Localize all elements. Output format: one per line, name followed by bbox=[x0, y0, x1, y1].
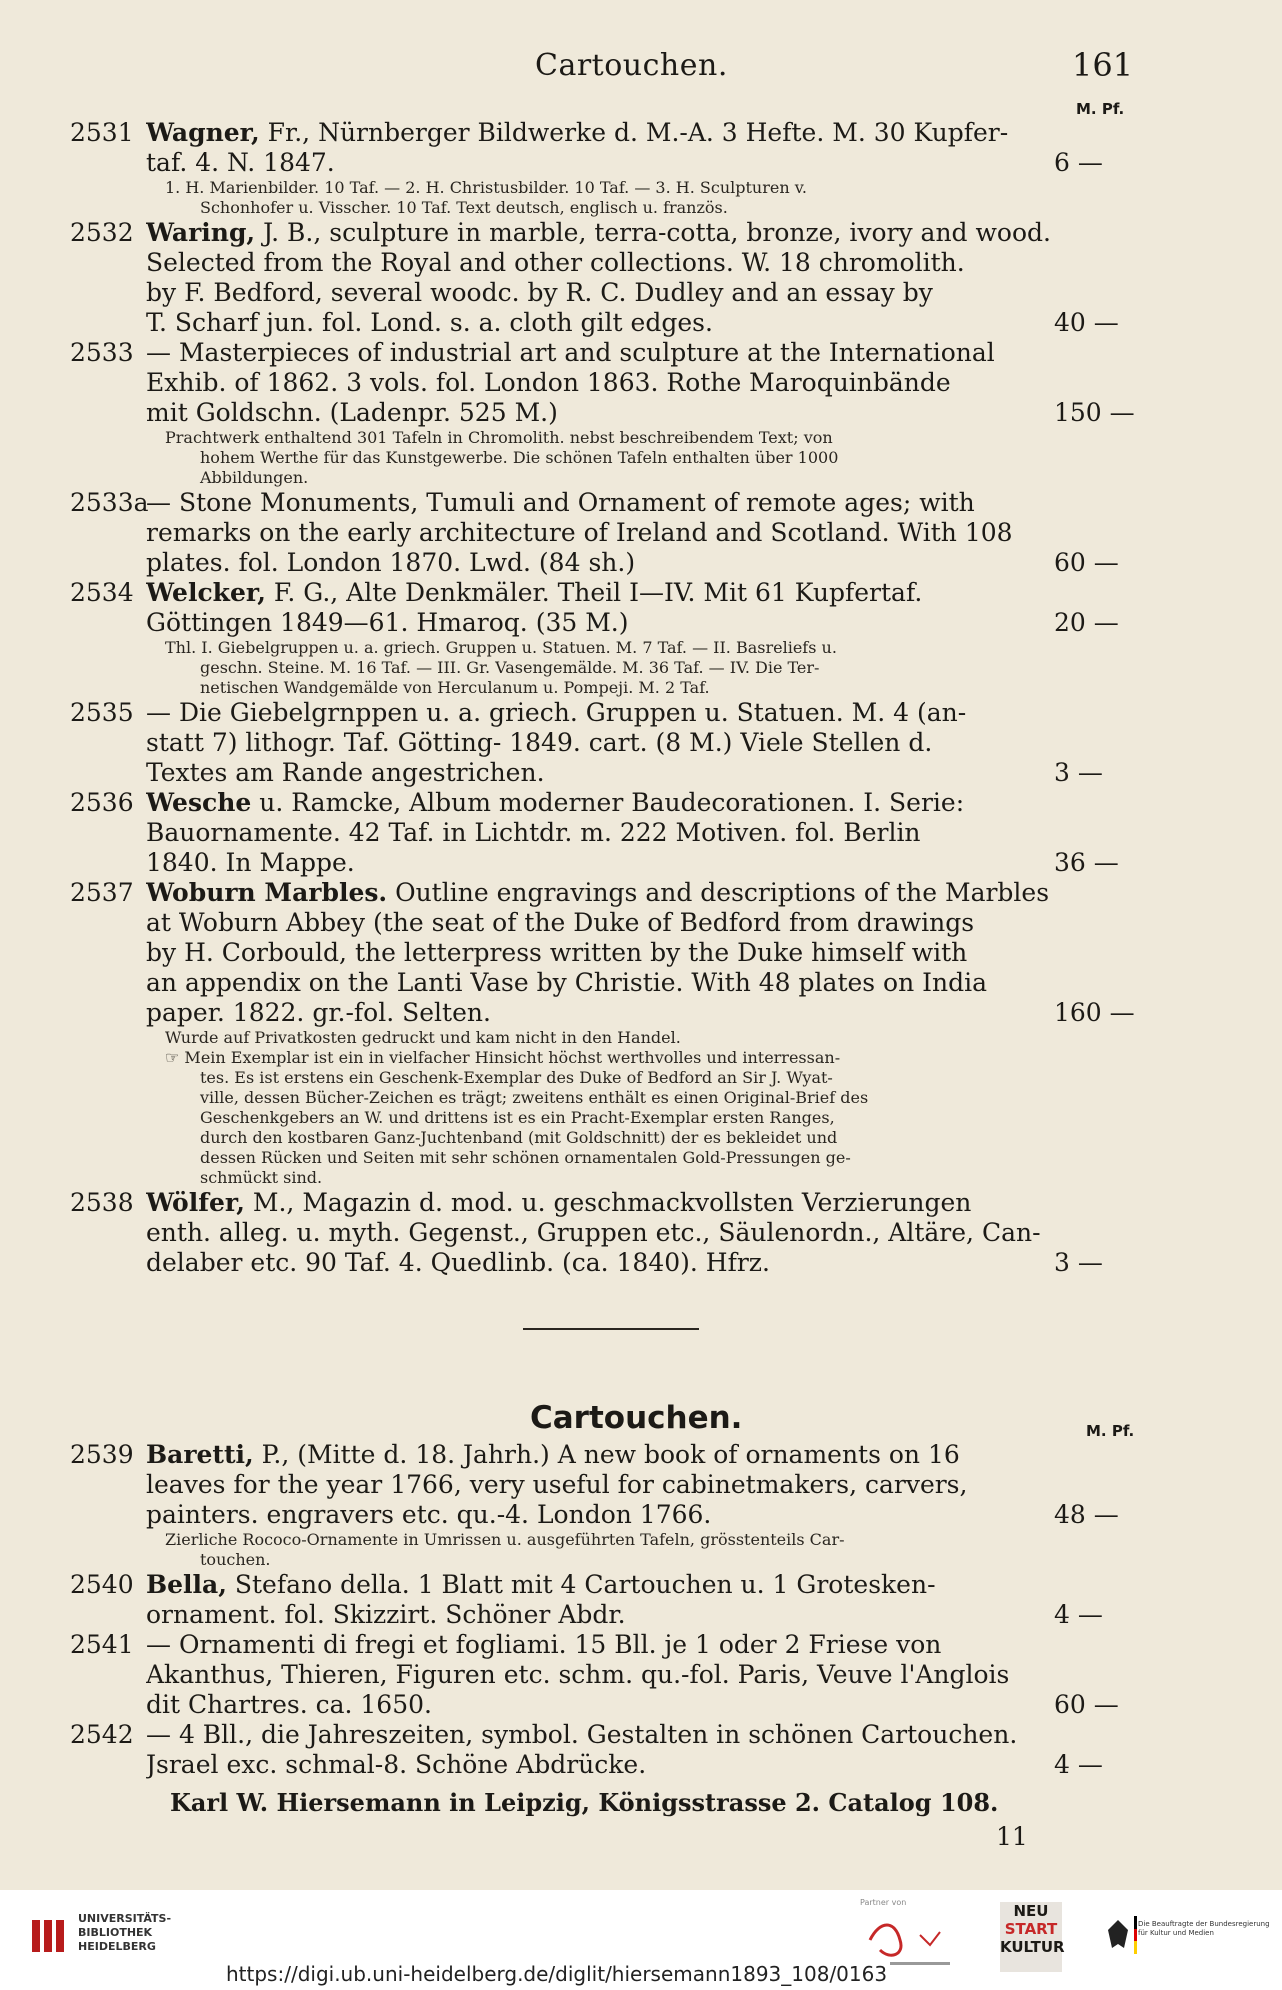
entries-list-1 bbox=[70, 118, 1150, 1278]
entry-description: delaber etc. 90 Taf. 4. Quedlinb. (ca. 1840). Hfrz. bbox=[146, 1248, 770, 1277]
entry-line bbox=[70, 368, 1150, 398]
entry-price: 4 — bbox=[1054, 1600, 1103, 1629]
section-divider bbox=[523, 1328, 699, 1330]
entry-line bbox=[70, 1188, 1150, 1218]
entry-description: plates. fol. London 1870. Lwd. (84 sh.) bbox=[146, 548, 636, 577]
entry-text bbox=[146, 1720, 1066, 1750]
catalog-entry bbox=[70, 788, 1150, 878]
entry-line bbox=[70, 908, 1150, 938]
entry-text bbox=[146, 218, 1066, 248]
entry-description: P., (Mitte d. 18. Jahrh.) A new book of ornaments on 16 bbox=[253, 1440, 960, 1469]
entry-description: paper. 1822. gr.-fol. Selten. bbox=[146, 998, 491, 1027]
entry-line bbox=[70, 1570, 1150, 1600]
catalog-entry bbox=[70, 338, 1150, 488]
entry-line bbox=[70, 578, 1150, 608]
entry-text bbox=[146, 1248, 1066, 1278]
entry-text bbox=[146, 728, 1066, 758]
entry-text bbox=[146, 998, 1066, 1028]
entry-number: 2536 bbox=[70, 788, 134, 817]
entry-description: painters. engravers etc. qu.-4. London 1766. bbox=[146, 1500, 712, 1529]
entries-list-2 bbox=[70, 1440, 1150, 1780]
entry-line bbox=[70, 488, 1150, 518]
entry-description: mit Goldschn. (Ladenpr. 525 M.) bbox=[146, 398, 558, 427]
neustart-kultur-logo bbox=[1000, 1902, 1065, 1972]
entry-text bbox=[146, 398, 1066, 428]
entry-note: Prachtwerk enthaltend 301 Tafeln in Chromolith. nebst beschreibendem Text; von bbox=[165, 428, 833, 447]
federal-eagle-icon bbox=[1104, 1916, 1132, 1954]
entry-note: touchen. bbox=[200, 1550, 271, 1569]
catalog-entry bbox=[70, 578, 1150, 698]
entry-line bbox=[70, 1470, 1150, 1500]
entry-description: ornament. fol. Skizzirt. Schöner Abdr. bbox=[146, 1600, 626, 1629]
entry-line bbox=[70, 548, 1150, 578]
entry-line bbox=[70, 1600, 1150, 1630]
entry-text bbox=[146, 1218, 1066, 1248]
entry-line bbox=[70, 848, 1150, 878]
entry-note: Abbildungen. bbox=[200, 468, 309, 487]
entry-line bbox=[70, 758, 1150, 788]
entry-text bbox=[146, 1690, 1066, 1720]
entry-description: at Woburn Abbey (the seat of the Duke of Bedford from drawings bbox=[146, 908, 975, 937]
entry-note-remark: tes. Es ist erstens ein Geschenk-Exemplar des Duke of Bedford an Sir J. Wyat- bbox=[200, 1068, 833, 1087]
entry-description: T. Scharf jun. fol. Lond. s. a. cloth gilt edges. bbox=[146, 308, 713, 337]
entry-text bbox=[146, 1660, 1066, 1690]
entry-note-remark: durch den kostbaren Ganz-Juchtenband (mit Goldschnitt) der es bekleidet und bbox=[200, 1128, 838, 1147]
entry-note: hohem Werthe für das Kunstgewerbe. Die schönen Tafeln enthalten über 1000 bbox=[200, 448, 839, 467]
page-number: 161 bbox=[1072, 46, 1134, 84]
entry-line bbox=[70, 148, 1150, 178]
entry-line bbox=[70, 698, 1150, 728]
section-heading: Cartouchen. bbox=[530, 1400, 743, 1436]
entry-line bbox=[70, 338, 1150, 368]
entry-description: — Die Giebelgrnppen u. a. griech. Gruppen u. Statuen. M. 4 (an- bbox=[146, 698, 967, 727]
entry-line bbox=[70, 938, 1150, 968]
entry-text bbox=[146, 308, 1066, 338]
entry-number: 2538 bbox=[70, 1188, 134, 1217]
entry-description: by H. Corbould, the letterpress written by the Duke himself with bbox=[146, 938, 968, 967]
catalog-entry bbox=[70, 218, 1150, 338]
entry-text bbox=[146, 878, 1066, 908]
entry-line bbox=[70, 608, 1150, 638]
entry-text bbox=[146, 788, 1066, 818]
entry-description: an appendix on the Lanti Vase by Christie. With 48 plates on India bbox=[146, 968, 988, 997]
entry-number: 2537 bbox=[70, 878, 134, 907]
entry-description: Textes am Rande angestrichen. bbox=[146, 758, 545, 787]
catalog-entry bbox=[70, 1570, 1150, 1630]
entry-note: Zierliche Rococo-Ornamente in Umrissen u. ausgeführten Tafeln, grösstenteils Car- bbox=[165, 1530, 845, 1549]
entry-description: Stefano della. 1 Blatt mit 4 Cartouchen u. 1 Grotesken- bbox=[226, 1570, 936, 1599]
entry-description: — 4 Bll., die Jahreszeiten, symbol. Gestalten in schönen Cartouchen. bbox=[146, 1720, 1018, 1749]
entry-description: Jsrael exc. schmal-8. Schöne Abdrücke. bbox=[146, 1750, 647, 1779]
sheet-number: 11 bbox=[996, 1822, 1028, 1851]
entry-line bbox=[70, 878, 1150, 908]
entry-line bbox=[70, 1440, 1150, 1470]
entry-price: 6 — bbox=[1054, 148, 1103, 177]
entry-number: 2533 bbox=[70, 338, 134, 367]
entry-price: 4 — bbox=[1054, 1750, 1103, 1779]
entry-price: 3 — bbox=[1054, 1248, 1103, 1277]
entry-line bbox=[70, 278, 1150, 308]
entry-text bbox=[146, 1600, 1066, 1630]
entry-number: 2540 bbox=[70, 1570, 134, 1599]
entry-author: Waring, bbox=[146, 218, 256, 247]
entry-line bbox=[70, 248, 1150, 278]
entry-text bbox=[146, 1570, 1066, 1600]
entry-line bbox=[70, 218, 1150, 248]
publisher-line: Karl W. Hiersemann in Leipzig, Königsstrasse 2. Catalog 108. bbox=[170, 1788, 999, 1817]
entry-author: Wagner, bbox=[146, 118, 260, 147]
entry-number: 2531 bbox=[70, 118, 134, 147]
entry-text bbox=[146, 278, 1066, 308]
page-url[interactable]: https://digi.ub.uni-heidelberg.de/diglit/hiersemann1893_108/0163 bbox=[226, 1962, 888, 1986]
neustart-line-1: NEU bbox=[1013, 1902, 1049, 1920]
entry-description: u. Ramcke, Album moderner Baudecorationen. I. Serie: bbox=[251, 788, 965, 817]
entry-text bbox=[146, 368, 1066, 398]
entry-note-remark: ☞ Mein Exemplar ist ein in vielfacher Hinsicht höchst werthvolles und interressan- bbox=[165, 1048, 841, 1067]
entry-number: 2539 bbox=[70, 1440, 134, 1469]
entry-description: J. B., sculpture in marble, terra-cotta, bronze, ivory and wood. bbox=[255, 218, 1051, 247]
catalog-entry bbox=[70, 488, 1150, 578]
entry-text bbox=[146, 118, 1066, 148]
running-head bbox=[0, 48, 1282, 88]
currency-column-label-2: M. Pf. bbox=[1086, 1422, 1135, 1440]
entry-text bbox=[146, 758, 1066, 788]
entry-description: — Masterpieces of industrial art and sculpture at the International bbox=[146, 338, 995, 367]
partner-label: Partner von bbox=[860, 1898, 907, 1907]
entry-note-remark: Geschenkgebers an W. und drittens ist es ein Pracht-Exemplar ersten Ranges, bbox=[200, 1108, 835, 1127]
entry-description: 1840. In Mappe. bbox=[146, 848, 355, 877]
entry-author: Woburn Marbles. bbox=[146, 878, 388, 907]
entry-text bbox=[146, 1470, 1066, 1500]
entry-text bbox=[146, 578, 1066, 608]
entry-price: 36 — bbox=[1054, 848, 1119, 877]
entry-text bbox=[146, 488, 1066, 518]
entry-number: 2532 bbox=[70, 218, 134, 247]
entry-number: 2535 bbox=[70, 698, 134, 727]
entry-line bbox=[70, 1500, 1150, 1530]
entry-description: Bauornamente. 42 Taf. in Lichtdr. m. 222 Motiven. fol. Berlin bbox=[146, 818, 921, 847]
viewer-footer bbox=[0, 1890, 1282, 1990]
entry-author: Baretti, bbox=[146, 1440, 254, 1469]
entry-line bbox=[70, 818, 1150, 848]
entry-line bbox=[70, 1720, 1150, 1750]
government-label: Die Beauftragte der Bundesregierung für Kultur und Medien bbox=[1138, 1920, 1270, 1937]
entry-line bbox=[70, 118, 1150, 148]
entry-line bbox=[70, 1248, 1150, 1278]
entry-text bbox=[146, 1500, 1066, 1530]
entry-number: 2541 bbox=[70, 1630, 134, 1659]
catalog-entry bbox=[70, 1630, 1150, 1720]
entry-text bbox=[146, 848, 1066, 878]
entry-price: 3 — bbox=[1054, 758, 1103, 787]
entry-price: 40 — bbox=[1054, 308, 1119, 337]
entry-line bbox=[70, 1660, 1150, 1690]
entry-text bbox=[146, 818, 1066, 848]
entry-line bbox=[70, 1750, 1150, 1780]
entry-description: statt 7) lithogr. Taf. Götting- 1849. cart. (8 M.) Viele Stellen d. bbox=[146, 728, 933, 757]
entry-text bbox=[146, 938, 1066, 968]
entry-text bbox=[146, 1188, 1066, 1218]
entry-text bbox=[146, 1750, 1066, 1780]
entry-number: 2542 bbox=[70, 1720, 134, 1749]
entry-line bbox=[70, 308, 1150, 338]
entry-text bbox=[146, 698, 1066, 728]
entry-line bbox=[70, 398, 1150, 428]
entry-text bbox=[146, 968, 1066, 998]
entry-description: by F. Bedford, several woodc. by R. C. Dudley and an essay by bbox=[146, 278, 933, 307]
catalog-entry bbox=[70, 878, 1150, 1188]
entry-author: Wölfer, bbox=[146, 1188, 245, 1217]
entry-price: 150 — bbox=[1054, 398, 1135, 427]
entry-line bbox=[70, 1690, 1150, 1720]
flag-stripe-icon bbox=[1134, 1916, 1137, 1954]
entry-author: Welcker, bbox=[146, 578, 266, 607]
entry-text bbox=[146, 1630, 1066, 1660]
entry-note: Wurde auf Privatkosten gedruckt und kam nicht in den Handel. bbox=[165, 1028, 681, 1047]
entry-note-remark: dessen Rücken und Seiten mit sehr schönen ornamentalen Gold-Pressungen ge- bbox=[200, 1148, 851, 1167]
partner-logo-icon bbox=[860, 1910, 980, 1970]
entry-price: 60 — bbox=[1054, 1690, 1119, 1719]
catalog-entry bbox=[70, 1188, 1150, 1278]
library-name: UNIVERSITÄTS- BIBLIOTHEK HEIDELBERG bbox=[78, 1912, 172, 1953]
entry-text bbox=[146, 248, 1066, 278]
entry-note-remark: ville, dessen Bücher-Zeichen es trägt; zweitens enthält es einen Original-Brief des bbox=[200, 1088, 869, 1107]
entry-price: 160 — bbox=[1054, 998, 1135, 1027]
entry-author: Bella, bbox=[146, 1570, 227, 1599]
page-title: Cartouchen. bbox=[535, 48, 728, 83]
entry-description: remarks on the early architecture of Ireland and Scotland. With 108 bbox=[146, 518, 1013, 547]
entry-description: Selected from the Royal and other collections. W. 18 chromolith. bbox=[146, 248, 965, 277]
entry-note: geschn. Steine. M. 16 Taf. — III. Gr. Vasengemälde. M. 36 Taf. — IV. Die Ter- bbox=[200, 658, 820, 677]
catalog-entry bbox=[70, 1720, 1150, 1780]
entry-number: 2534 bbox=[70, 578, 134, 607]
catalog-entry bbox=[70, 1440, 1150, 1570]
entry-description: F. G., Alte Denkmäler. Theil I—IV. Mit 61 Kupfertaf. bbox=[265, 578, 923, 607]
currency-column-label: M. Pf. bbox=[1076, 100, 1125, 118]
entry-description: leaves for the year 1766, very useful for cabinetmakers, carvers, bbox=[146, 1470, 968, 1499]
entry-line bbox=[70, 1630, 1150, 1660]
entry-description: Göttingen 1849—61. Hmaroq. (35 M.) bbox=[146, 608, 629, 637]
entry-text bbox=[146, 548, 1066, 578]
entry-line bbox=[70, 728, 1150, 758]
entry-note: Thl. I. Giebelgruppen u. a. griech. Gruppen u. Statuen. M. 7 Taf. — II. Basreliefs u. bbox=[165, 638, 837, 657]
entry-text bbox=[146, 1440, 1066, 1470]
entry-note: Schonhofer u. Visscher. 10 Taf. Text deutsch, englisch u. französ. bbox=[200, 198, 728, 217]
entry-author: Wesche bbox=[146, 788, 252, 817]
entry-description: Exhib. of 1862. 3 vols. fol. London 1863. Rothe Maroquinbände bbox=[146, 368, 951, 397]
university-library-logo-icon bbox=[30, 1916, 70, 1956]
entry-description: — Ornamenti di fregi et fogliami. 15 Bll. je 1 oder 2 Friese von bbox=[146, 1630, 942, 1659]
entry-price: 20 — bbox=[1054, 608, 1119, 637]
entry-price: 48 — bbox=[1054, 1500, 1119, 1529]
neustart-line-2: START bbox=[1004, 1920, 1058, 1938]
entry-line bbox=[70, 1218, 1150, 1248]
entry-price: 60 — bbox=[1054, 548, 1119, 577]
entry-note: 1. H. Marienbilder. 10 Taf. — 2. H. Christusbilder. 10 Taf. — 3. H. Sculpturen v. bbox=[165, 178, 807, 197]
entry-note-remark: schmückt sind. bbox=[200, 1168, 323, 1187]
entry-description: — Stone Monuments, Tumuli and Ornament of remote ages; with bbox=[146, 488, 975, 517]
entry-description: enth. alleg. u. myth. Gegenst., Gruppen etc., Säulenordn., Altäre, Can- bbox=[146, 1218, 1041, 1247]
entry-description: Akanthus, Thieren, Figuren etc. schm. qu.-fol. Paris, Veuve l'Anglois bbox=[146, 1660, 1010, 1689]
entry-description: Fr., Nürnberger Bildwerke d. M.-A. 3 Hefte. M. 30 Kupfer- bbox=[259, 118, 1009, 147]
entry-description: dit Chartres. ca. 1650. bbox=[146, 1690, 432, 1719]
entry-line bbox=[70, 788, 1150, 818]
entry-line bbox=[70, 968, 1150, 998]
entry-description: M., Magazin d. mod. u. geschmackvollsten Verzierungen bbox=[244, 1188, 972, 1217]
entry-description: Outline engravings and descriptions of the Marbles bbox=[387, 878, 1050, 907]
entry-line bbox=[70, 518, 1150, 548]
catalog-entry bbox=[70, 698, 1150, 788]
neustart-line-3: KULTUR bbox=[1000, 1938, 1065, 1956]
entry-number: 2533a bbox=[70, 488, 149, 517]
catalog-entry bbox=[70, 118, 1150, 218]
entry-line bbox=[70, 998, 1150, 1028]
entry-note: netischen Wandgemälde von Herculanum u. Pompeji. M. 2 Taf. bbox=[200, 678, 710, 697]
entry-text bbox=[146, 338, 1066, 368]
entry-text bbox=[146, 148, 1066, 178]
entry-text bbox=[146, 518, 1066, 548]
entry-text bbox=[146, 608, 1066, 638]
entry-description: taf. 4. N. 1847. bbox=[146, 148, 335, 177]
entry-text bbox=[146, 908, 1066, 938]
